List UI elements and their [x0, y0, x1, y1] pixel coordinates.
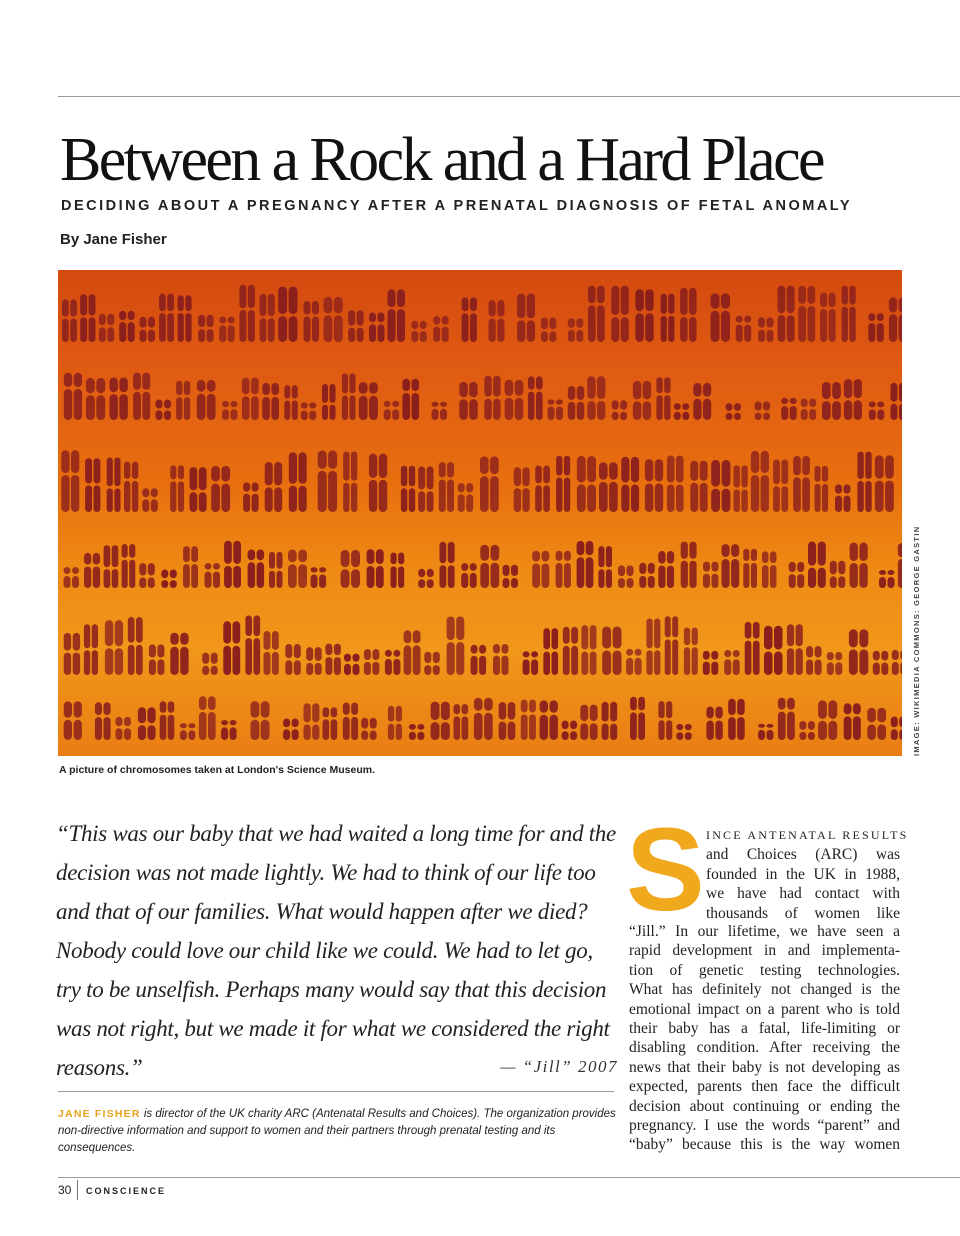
chromosome-shape [875, 455, 894, 512]
body-lead-lines [706, 826, 909, 923]
chromosome-shape [156, 400, 172, 421]
bio-rule [58, 1091, 614, 1092]
chromosome-shape [278, 287, 297, 343]
chromosome-shape [401, 466, 415, 512]
chromosome-shape [789, 562, 805, 588]
chromosome-shape [361, 718, 377, 740]
chromosome-shape [462, 297, 477, 342]
chromosome-shape [122, 544, 136, 588]
body-line: news that their baby is not developing as [629, 1058, 900, 1076]
chromosome-shape [799, 721, 815, 740]
chromosome-shape [219, 317, 235, 343]
chromosome-shape [588, 286, 605, 342]
author-bio-name: JANE FISHER [58, 1108, 141, 1120]
chromosome-shape [684, 628, 698, 676]
chromosome-shape [568, 386, 585, 420]
chromosome-shape [598, 546, 612, 588]
image-credit: IMAGE: WIKIMEDIA COMMONS: GEORGE GASTIN [912, 525, 921, 756]
body-line: “baby” because this is the way women [629, 1136, 900, 1154]
chromosome-shape [86, 378, 105, 420]
chromosome-shape [891, 717, 902, 741]
chromosome-shape [105, 620, 123, 675]
chromosome-shape [223, 621, 240, 675]
chromosome-shape [85, 458, 100, 512]
chromosome-shape [343, 703, 358, 741]
byline: By Jane Fisher [60, 231, 167, 248]
chromosome-photo [58, 270, 902, 756]
chromosome-shape [611, 286, 629, 342]
chromosome-shape [344, 654, 360, 675]
chromosome-shape [64, 373, 82, 420]
body-text [629, 922, 900, 1155]
chromosome-shape [630, 697, 645, 740]
chromosome-shape [454, 704, 469, 740]
chromosome-shape [459, 382, 477, 420]
chromosome-shape [367, 549, 384, 588]
chromosome-shape [180, 723, 196, 740]
chromosome-shape [667, 456, 684, 513]
chromosome-shape [787, 624, 803, 675]
chromosome-shape [711, 293, 731, 342]
chromosome-shape [835, 484, 851, 512]
author-bio-text: is director of the UK charity ARC (Antenatal Results and Choices). The organization provides non-directive information and support to women and their partners through prenatal testing and its consequences. [58, 1108, 616, 1154]
chromosome-shape [84, 553, 100, 588]
chromosome-shape [439, 462, 454, 512]
chromosome-shape [711, 460, 730, 512]
chromosome-shape [521, 700, 536, 740]
chromosome-shape [304, 301, 320, 342]
chromosome-shape [793, 456, 810, 512]
chromosome-shape [563, 627, 578, 675]
chromosome-shape [170, 465, 184, 512]
chromosome-shape [385, 650, 401, 675]
body-line: “Jill.” In our lifetime, we have seen a [629, 923, 900, 940]
chromosome-shape [868, 313, 884, 342]
chromosome-shape [170, 633, 188, 675]
chromosome-shape [133, 373, 150, 420]
chromosome-shape [411, 321, 427, 342]
body-line: tion of genetic testing technologies. [629, 961, 900, 979]
chromosome-shape [402, 379, 419, 420]
chromosome-shape [505, 380, 524, 420]
chromosome-shape [658, 551, 674, 588]
body-line: expected, parents then face the difficult [629, 1078, 900, 1096]
chromosome-shape [633, 381, 651, 420]
chromosome-shape [199, 696, 216, 740]
chromosome-shape [202, 653, 218, 675]
chromosome-shape [149, 644, 165, 675]
chromosome-shape [703, 562, 719, 588]
chromosome-shape [364, 649, 380, 675]
chromosome-shape [849, 629, 868, 675]
chromosome-illustration [58, 270, 902, 756]
chromosome-shape [190, 467, 207, 512]
chromosome-shape [61, 450, 79, 512]
body-line: decision about continuing or ending the [629, 1097, 900, 1115]
chromosome-shape [432, 402, 448, 420]
chromosome-shape [198, 315, 214, 342]
chromosome-shape [532, 551, 549, 588]
chromosome-shape [535, 466, 550, 513]
chromosome-shape [658, 701, 672, 740]
chromosome-shape [722, 544, 740, 588]
chromosome-shape [724, 650, 740, 675]
pull-quote: “This was our baby that we had waited a long time for and the decision was not made lightly. We had to think of our life too and that of our families. What would happen after we died? Nobody could love our child like we could. We had to let go, try to be unselfish. Perhaps many would say that this decision was not right, but we made it for what we considered the right reasons.” [56, 821, 616, 1080]
chromosome-shape [99, 314, 115, 342]
chromosome-shape [867, 708, 886, 740]
chromosome-shape [639, 563, 655, 588]
chromosome-shape [869, 402, 885, 421]
chromosome-shape [676, 724, 692, 740]
chromosome-shape [447, 617, 465, 676]
chromosome-shape [548, 399, 564, 420]
body-line: thousands of women like [706, 904, 900, 922]
chromosome-shape [587, 376, 605, 420]
chromosome-shape [484, 376, 500, 420]
body-line: and Choices (ARC) was [706, 846, 900, 864]
chromosome-shape [517, 294, 535, 343]
chromosome-shape [680, 288, 697, 342]
chromosome-shape [830, 561, 846, 588]
chromosome-shape [523, 651, 539, 675]
chromosome-shape [635, 289, 653, 342]
chromosome-shape [359, 382, 378, 420]
chromosome-shape [388, 706, 402, 740]
footer-rule [58, 1177, 960, 1178]
chromosome-shape [489, 300, 505, 342]
chromosome-shape [110, 378, 128, 421]
chromosome-shape [95, 702, 111, 740]
chromosome-shape [160, 701, 175, 740]
body-line: pregnancy. I use the words “parent” and [629, 1117, 900, 1135]
chromosome-shape [265, 462, 283, 512]
chromosome-shape [62, 299, 77, 342]
chromosome-shape [646, 619, 660, 676]
chromosome-shape [806, 646, 822, 675]
chromosome-shape [568, 318, 584, 342]
chromosome-shape [581, 625, 596, 675]
chromosome-shape [458, 483, 474, 512]
body-line: emotional impact on a parent who is told [629, 1000, 900, 1018]
chromosome-shape [245, 615, 260, 675]
chromosome-shape [612, 400, 628, 420]
chromosome-shape [815, 466, 829, 512]
quote-attribution: — “Jill” 2007 [500, 1057, 618, 1076]
chromosome-shape [311, 567, 327, 588]
chromosome-shape [221, 720, 237, 740]
chromosome-shape [178, 295, 192, 342]
chromosome-shape [758, 724, 774, 740]
chromosome-shape [503, 565, 519, 588]
chromosome-shape [205, 563, 221, 588]
chromosome-shape [288, 550, 307, 589]
chromosome-shape [493, 644, 509, 675]
body-line: their baby has a fatal, life-limiting or [629, 1020, 900, 1038]
chromosome-shape [879, 570, 895, 588]
chromosome-shape [104, 545, 119, 588]
chromosome-shape [142, 488, 158, 512]
chromosome-shape [325, 644, 341, 675]
chromosome-shape [64, 633, 80, 675]
chromosome-shape [289, 452, 307, 512]
chromosome-shape [842, 286, 856, 342]
chromosome-shape [431, 702, 450, 740]
chromosome-shape [343, 452, 357, 513]
chromosome-shape [128, 617, 143, 675]
chromosome-shape [404, 630, 421, 675]
chromosome-shape [124, 462, 138, 512]
chromosome-shape [626, 649, 642, 675]
chromosome-shape [140, 317, 156, 342]
magazine-name: CONSCIENCE [86, 1186, 167, 1196]
chromosome-shape [424, 652, 440, 675]
chromosome-shape [541, 318, 557, 343]
chromosome-shape [176, 381, 190, 420]
chromosome-shape [751, 451, 769, 512]
chromosome-shape [80, 294, 95, 342]
chromosome-shape [461, 563, 477, 588]
article-title: Between a Rock and a Hard Place [60, 126, 823, 194]
chromosome-shape [778, 286, 795, 342]
chromosome-shape [499, 702, 516, 740]
chromosome-shape [857, 452, 871, 512]
chromosome-shape [323, 707, 338, 740]
chromosome-shape [239, 285, 255, 342]
chromosome-shape [304, 703, 320, 740]
chromosome-shape [764, 626, 783, 675]
chromosome-shape [471, 645, 487, 675]
footer-separator [77, 1180, 78, 1200]
chromosome-shape [844, 379, 862, 420]
chromosome-shape [84, 624, 98, 675]
article-subtitle: DECIDING ABOUT A PREGNANCY AFTER A PRENATAL DIAGNOSIS OF FETAL ANOMALY [61, 198, 853, 214]
chromosome-shape [384, 401, 400, 420]
body-line: rapid development in and implementa- [629, 942, 900, 960]
figure-caption: A picture of chromosomes taken at London's Science Museum. [59, 764, 376, 776]
chromosome-shape [528, 376, 543, 420]
chromosome-shape [762, 551, 777, 588]
chromosome-shape [556, 551, 571, 588]
chromosome-shape [778, 698, 795, 740]
chromosome-shape [262, 383, 279, 420]
chromosome-shape [322, 384, 336, 420]
chromosome-shape [474, 698, 493, 740]
chromosome-shape [107, 458, 121, 513]
chromosome-shape [693, 383, 711, 420]
chromosome-shape [248, 550, 265, 589]
chromosome-shape [324, 297, 343, 342]
chromosome-shape [242, 378, 259, 420]
chromosome-shape [745, 622, 760, 675]
chromosome-shape [197, 380, 216, 420]
chromosome-shape [514, 467, 530, 512]
chromosome-shape [159, 294, 174, 342]
chromosome-shape [873, 651, 889, 675]
chromosome-shape [758, 317, 774, 342]
chromosome-shape [269, 552, 283, 588]
chromosome-shape [734, 465, 748, 512]
chromosome-shape [602, 627, 621, 676]
chromosome-shape [284, 385, 298, 420]
chromosome-shape [618, 565, 634, 588]
chromosome-shape [703, 651, 719, 675]
body-line: What has definitely not changed is the [629, 981, 900, 999]
chromosome-shape [119, 311, 135, 342]
chromosome-shape [369, 313, 385, 343]
chromosome-shape [540, 700, 558, 740]
chromosome-shape [306, 647, 322, 675]
chromosome-shape [736, 316, 752, 342]
chromosome-shape [656, 377, 670, 420]
chromosome-shape [342, 373, 356, 420]
chromosome-shape [433, 316, 449, 342]
chromosome-shape [798, 286, 815, 342]
chromosome-shape [260, 294, 275, 342]
chromosome-shape [556, 456, 570, 512]
chromosome-shape [251, 701, 270, 740]
chromosome-shape [891, 383, 903, 420]
top-rule [58, 96, 960, 97]
chromosome-shape [690, 461, 707, 512]
chromosome-shape [391, 553, 405, 589]
chromosome-shape [681, 542, 697, 588]
chromosome-shape [369, 454, 387, 512]
chromosome-shape [480, 545, 499, 588]
drop-cap: S [626, 804, 705, 936]
body-line: INCE ANTENATAL RESULTS [706, 828, 909, 842]
chromosome-shape [580, 705, 597, 740]
chromosome-shape [661, 294, 675, 342]
chromosome-shape [781, 398, 797, 420]
chromosome-shape [801, 399, 817, 421]
chromosome-shape [827, 652, 843, 675]
chromosome-shape [348, 310, 364, 342]
chromosome-shape [889, 297, 902, 342]
chromosome-shape [161, 570, 177, 589]
chromosome-shape [418, 466, 433, 512]
chromosome-shape [898, 543, 902, 588]
chromosome-shape [850, 543, 868, 589]
chromosome-shape [418, 569, 434, 588]
chromosome-shape [285, 644, 301, 675]
chromosome-shape [138, 707, 156, 740]
chromosome-shape [818, 700, 837, 740]
chromosome-shape [621, 457, 639, 512]
chromosome-shape [211, 466, 230, 512]
body-line: we have had contact with [706, 885, 900, 903]
page-number: 30 [58, 1183, 72, 1197]
body-line: founded in the UK in 1988, [706, 865, 900, 883]
chromosome-shape [773, 460, 788, 513]
chromosome-shape [409, 724, 425, 740]
chromosome-shape [577, 456, 596, 512]
chromosome-shape [645, 459, 663, 512]
chromosome-shape [341, 550, 360, 588]
chromosome-shape [243, 482, 259, 512]
chromosome-shape [726, 403, 742, 420]
chromosome-shape [301, 402, 317, 420]
chromosome-shape [674, 403, 690, 420]
chromosome-shape [480, 456, 499, 512]
chromosome-shape [64, 567, 80, 588]
chromosome-shape [224, 541, 241, 588]
chromosome-shape [706, 707, 722, 741]
chromosome-shape [283, 719, 299, 741]
chromosome-shape [599, 462, 618, 512]
chromosome-shape [602, 702, 618, 740]
chromosome-shape [318, 450, 337, 512]
chromosome-shape [440, 542, 455, 588]
chromosome-shape [222, 401, 238, 420]
chromosome-shape [116, 717, 132, 740]
chromosome-shape [577, 541, 594, 588]
chromosome-shape [822, 382, 841, 420]
chromosome-shape [264, 631, 279, 675]
chromosome-shape [183, 546, 198, 588]
chromosome-shape [892, 650, 902, 675]
chromosome-shape [820, 293, 836, 343]
chromosome-shape [743, 549, 757, 588]
chromosome-shape [64, 701, 82, 740]
chromosome-shape [139, 563, 155, 588]
chromosome-shape [543, 628, 558, 675]
chromosome-shape [755, 401, 771, 420]
chromosome-shape [388, 289, 406, 342]
chromosome-shape [728, 699, 745, 740]
chromosome-shape [562, 721, 578, 741]
author-bio [58, 1106, 618, 1157]
body-line: disabling condition. After receiving the [629, 1039, 900, 1057]
chromosome-shape [808, 542, 826, 589]
chromosome-shape [844, 703, 861, 740]
chromosome-shape [665, 616, 679, 675]
